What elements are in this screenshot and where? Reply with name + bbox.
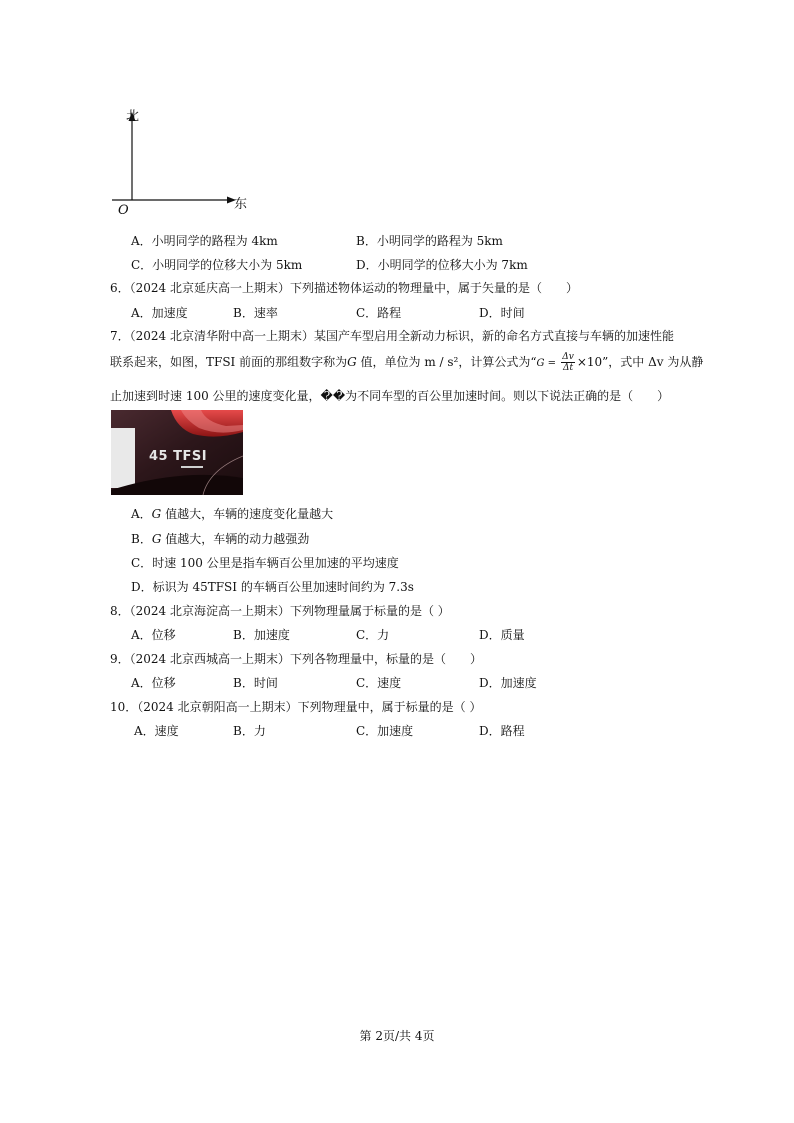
q9-stem: 9．（2024 北京西城高一上期末）下列各物理量中，标量的是（ ） — [110, 652, 482, 666]
q6-option-c[interactable]: C．路程 — [356, 306, 402, 320]
q7-stem-line3: 止加速到时速 100 公里的速度变化量，��为不同车型的百公里加速时间。则以下说法正确的是（ ） — [110, 389, 670, 403]
car-badge-photo — [111, 410, 243, 495]
q10-option-c[interactable]: C．加速度 — [356, 724, 414, 738]
q7-option-d[interactable]: D．标识为 45TFSI 的车辆百公里加速时间约为 7.3s — [131, 580, 414, 594]
east-label: 东 — [234, 197, 248, 212]
q9-option-d[interactable]: D．加速度 — [479, 676, 537, 690]
q8-stem: 8．（2024 北京海淀高一上期末）下列物理量属于标量的是（ ） — [110, 604, 450, 618]
q6-option-d[interactable]: D．时间 — [479, 306, 525, 320]
q5-option-a[interactable]: A．小明同学的路程为 4km — [131, 234, 278, 248]
q10-option-a[interactable]: A．速度 — [134, 724, 179, 738]
q5-option-d[interactable]: D．小明同学的位移大小为 7km — [356, 258, 528, 272]
q10-option-b[interactable]: B．力 — [233, 724, 266, 738]
q8-option-c[interactable]: C．力 — [356, 628, 390, 642]
q7-option-a[interactable]: A．G 值越大，车辆的速度变化量越大 — [131, 507, 334, 521]
q6-option-a[interactable]: A．加速度 — [131, 306, 188, 320]
q8-option-b[interactable]: B．加速度 — [233, 628, 290, 642]
car-badge-text: 45 TFSI — [149, 449, 208, 464]
q8-option-d[interactable]: D．质量 — [479, 628, 525, 642]
q7-stem-line2: 联系起来，如图，TFSI 前面的那组数字称为G 值，单位为 m / s²，计算公式为“G = $\frac{\Delta v}{\Delta t}$ ×10”，式中 Δv 为从静 — [110, 352, 704, 373]
formula-fraction: $\frac{\Delta v}{\Delta t}$ — [562, 352, 574, 373]
q7-option-b[interactable]: B．G 值越大，车辆的动力越强劲 — [131, 532, 310, 546]
page-footer: 第 2页/共 4页 — [359, 1029, 435, 1043]
q6-option-b[interactable]: B．速率 — [233, 306, 278, 320]
q5-option-b[interactable]: B．小明同学的路程为 5km — [356, 234, 503, 248]
q8-option-a[interactable]: A．位移 — [131, 628, 176, 642]
q7-option-c[interactable]: C．时速 100 公里是指车辆百公里加速的平均速度 — [131, 556, 399, 570]
q10-option-d[interactable]: D．路程 — [479, 724, 525, 738]
q6-stem: 6．（2024 北京延庆高一上期末）下列描述物体运动的物理量中，属于矢量的是（ ） — [110, 281, 578, 295]
origin-label: O — [118, 203, 129, 218]
q5-option-c[interactable]: C．小明同学的位移大小为 5km — [131, 258, 303, 272]
north-label: 北 — [126, 109, 140, 124]
q9-option-c[interactable]: C．速度 — [356, 676, 402, 690]
q7-stem-line1: 7．（2024 北京清华附中高一上期末）某国产车型启用全新动力标识，新的命名方式直接与车辆的加速性能 — [110, 329, 674, 343]
q10-stem: 10．（2024 北京朝阳高一上期末）下列物理量中，属于标量的是（ ） — [110, 700, 482, 714]
q9-option-b[interactable]: B．时间 — [233, 676, 278, 690]
q9-option-a[interactable]: A．位移 — [131, 676, 176, 690]
